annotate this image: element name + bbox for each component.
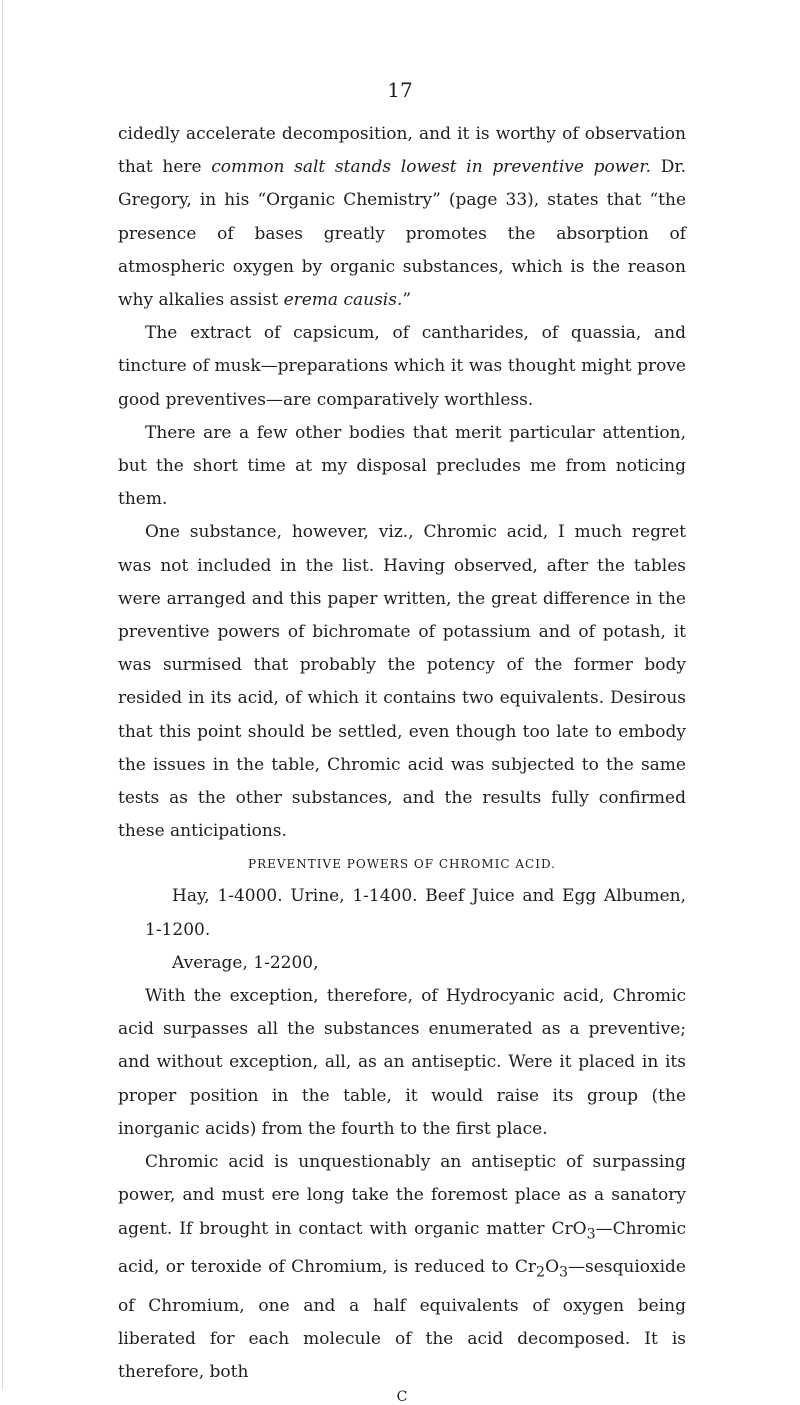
table-average: Average, 1-2200,: [172, 952, 319, 973]
table-caption: PREVENTIVE POWERS OF CHROMIC ACID.: [248, 857, 556, 872]
body-text: [118, 118, 686, 1405]
table-row: Hay, 1-4000. Urine, 1-1400. Beef Juice and Egg Albumen, 1-1200.: [145, 886, 686, 940]
signature-mark: C: [396, 1389, 408, 1405]
paragraph: One substance, however, viz., Chromic acid, I much regret was not included in the list. Having observed, after the tables were arranged and this paper written, the great difference in the preventive powers of bichromate of potassium and of potash, it was surmised that probably the potency of the former body resided in its acid, of which it contains two equivalents. Desirous that this point should be settled, even though too late to embody the issues in the table, Chromic acid was subjected to the same tests as the other substances, and the results fully confirmed these anticipations.: [118, 522, 686, 842]
paragraph: There are a few other bodies that merit particular attention, but the short time at my disposal precludes me from noticing them.: [118, 422, 686, 510]
paragraph: With the exception, therefore, of Hydrocyanic acid, Chromic acid surpasses all the substances enumerated as a preventive; and without exception, all, as an antiseptic. Were it placed in its proper position in the table, it would raise its group (the inorganic acids) from the fourth to the first place.: [118, 986, 686, 1139]
paragraph: Chromic acid is unquestionably an antiseptic of surpassing power, and must ere long take the foremost place as a sanatory agent. If brought in contact with organic matter CrO$_3$—Chromic acid, or teroxide of Chromium, is reduced to $Cr_2O_3—sesquioxide$ of Chromium, one and a half equivalents of oxygen being liberated for each molecule of the acid decomposed. It is therefore, both: [118, 1152, 686, 1383]
paragraph: cidedly accelerate decomposition, and it is worthy of observation that here common salt stands lowest in preventive power. Dr. Gregory, in his “Organic Chemistry” (page 33), states that “the presence of bases greatly promotes the absorption of atmospheric oxygen by organic substances, which is the reason why alkalies assist erema causis.”: [118, 124, 686, 311]
paragraph: The extract of capsicum, of cantharides, of quassia, and tincture of musk—preparations which it was thought might prove good preventives—are comparatively worthless.: [118, 323, 686, 410]
page-edge-rule: [2, 0, 3, 1390]
page-number: 17: [387, 78, 413, 102]
